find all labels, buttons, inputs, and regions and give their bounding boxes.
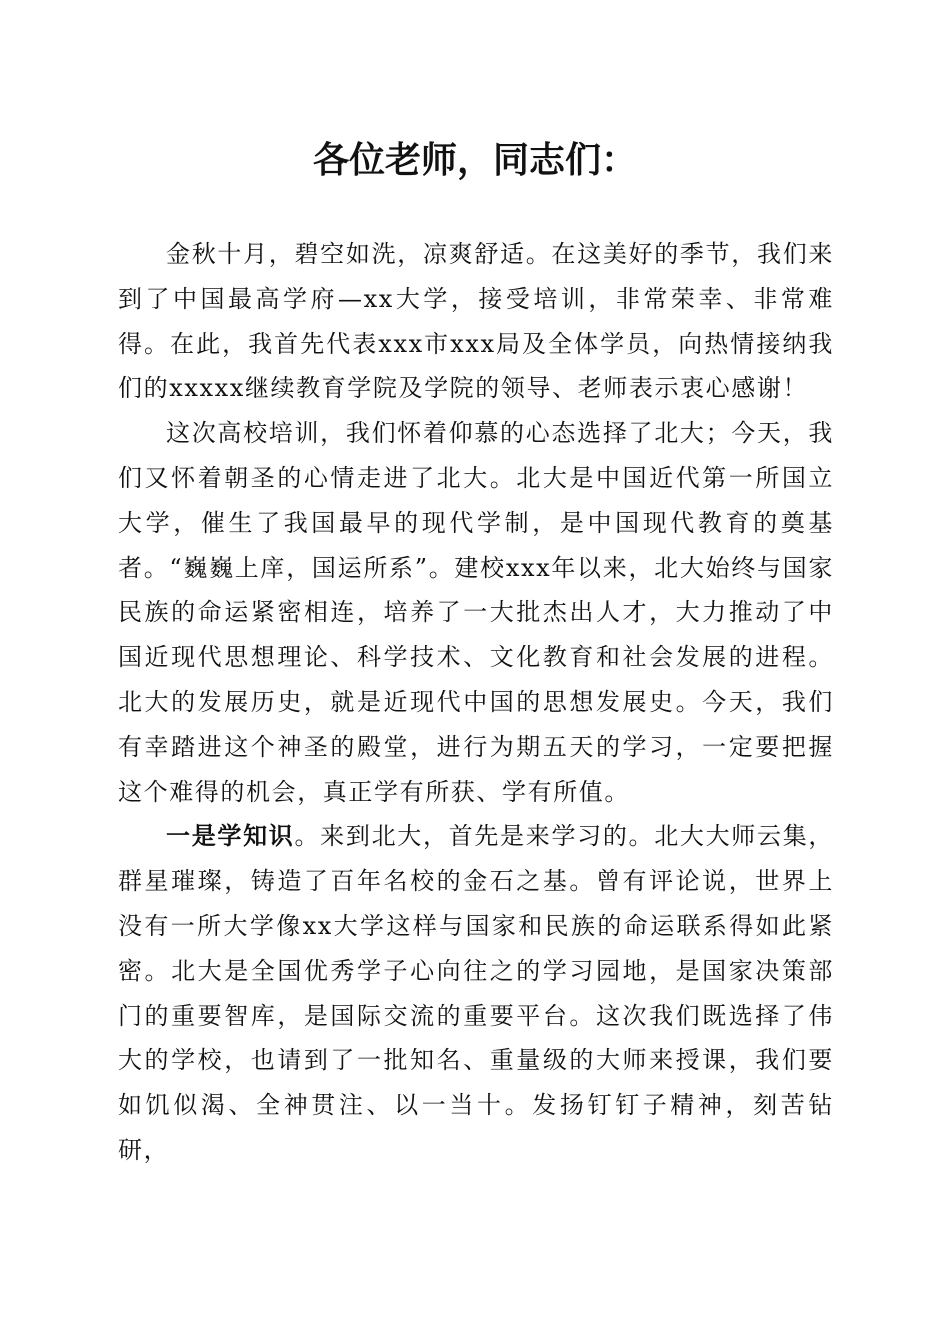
page-title: 各位老师，同志们： [312,139,637,181]
paragraph-intro [118,232,834,411]
paragraph-text: 金秋十月，碧空如洗，凉爽舒适。在这美好的季节，我们来到了中国最高学府—xx大学，接受培训，非常荣幸、非常难得。在此，我首先代表xxx市xxx局及全体学员，向热情接纳我们的xxxxx继续教育学院及学院的领导、老师表示衷心感谢！ [118,240,834,403]
paragraph-learn-knowledge [118,814,834,1172]
paragraph-text: 。来到北大，首先是来学习的。北大大师云集，群星璀璨，铸造了百年名校的金石之基。曾有评论说，世界上没有一所大学像xx大学这样与国家和民族的命运联系得如此紧密。北大是全国优秀学子心向往之的学习园地，是国家决策部门的重要智库，是国际交流的重要平台。这次我们既选择了伟大的学校，也请到了一批知名、重量级的大师来授课，我们要如饥似渴、全神贯注、以一当十。发扬钉钉子精神，刻苦钻研， [118,822,834,1164]
paragraph-lead-heading: 一是学知识 [166,821,295,851]
document-body [118,232,834,1173]
paragraph-peking-university [118,411,834,814]
paragraph-text: 这次高校培训，我们怀着仰慕的心态选择了北大；今天，我们又怀着朝圣的心情走进了北大。北大是中国近代第一所国立大学，催生了我国最早的现代学制，是中国现代教育的奠基者。“巍巍上庠，国运所系”。建校xxx年以来，北大始终与国家民族的命运紧密相连，培养了一大批杰出人才，大力推动了中国近现代思想理论、科学技术、文化教育和社会发展的进程。北大的发展历史，就是近现代中国的思想发展史。今天，我们有幸踏进这个神圣的殿堂，进行为期五天的学习，一定要把握这个难得的机会，真正学有所获、学有所值。 [118,419,834,806]
